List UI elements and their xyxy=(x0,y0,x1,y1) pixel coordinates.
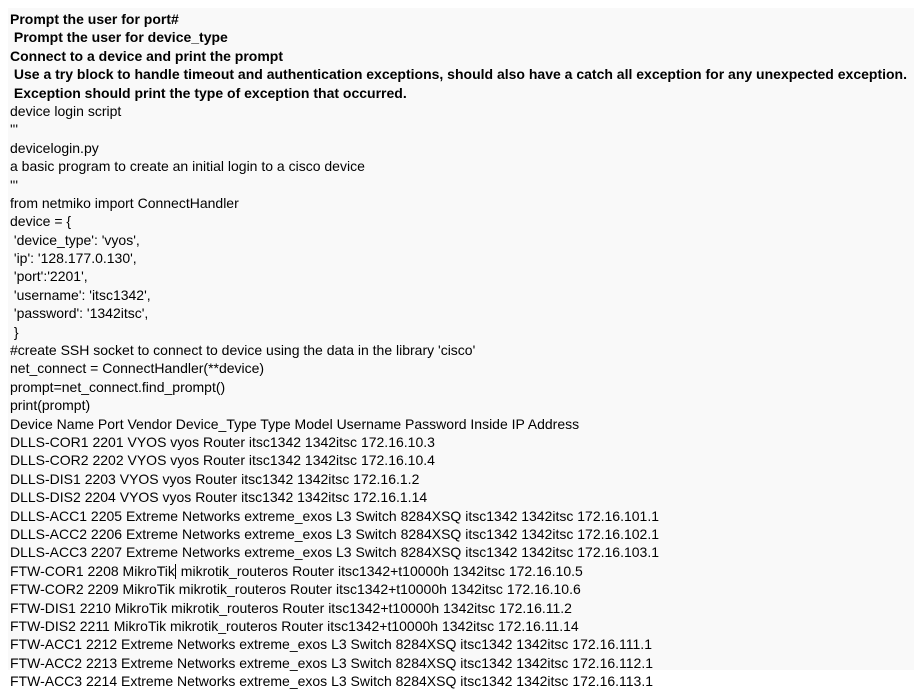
instruction-line: Prompt the user for port# xyxy=(10,11,179,27)
device-table-header: Device Name Port Vendor Device_Type Type Model Username Password Inside IP Address xyxy=(10,415,580,432)
code-line: a basic program to create an initial login to a cisco device xyxy=(10,158,365,175)
code-line: ''' xyxy=(10,121,19,138)
device-table-row: FTW-ACC3 2214 Extreme Networks extreme_exos L3 Switch 8284XSQ itsc1342 1342itsc 172.16.113.1 xyxy=(10,673,654,690)
device-table-row-text-before-cursor: FTW-COR1 2208 MikroTik xyxy=(10,562,175,579)
instruction-line: Prompt the user for device_type xyxy=(10,29,228,46)
device-table-row: DLLS-ACC1 2205 Extreme Networks extreme_exos L3 Switch 8284XSQ itsc1342 1342itsc 172.16.101.1 xyxy=(10,507,660,524)
device-table-row: DLLS-ACC2 2206 Extreme Networks extreme_exos L3 Switch 8284XSQ itsc1342 1342itsc 172.16.102.1 xyxy=(10,525,660,542)
code-line: 'password': '1342itsc', xyxy=(10,305,149,322)
device-table-row: DLLS-DIS1 2203 VYOS vyos Router itsc1342 1342itsc 172.16.1.2 xyxy=(10,470,420,487)
device-table-row: FTW-ACC2 2213 Extreme Networks extreme_exos L3 Switch 8284XSQ itsc1342 1342itsc 172.16.112.1 xyxy=(10,654,654,671)
code-line: 'username': 'itsc1342', xyxy=(10,286,151,303)
code-line: prompt=net_connect.find_prompt() xyxy=(10,378,226,395)
device-table-row: DLLS-DIS2 2204 VYOS vyos Router itsc1342 1342itsc 172.16.1.14 xyxy=(10,489,428,506)
code-line: device login script xyxy=(10,102,122,119)
device-table-row: DLLS-ACC3 2207 Extreme Networks extreme_exos L3 Switch 8284XSQ itsc1342 1342itsc 172.16.103.1 xyxy=(10,544,660,561)
code-comment-line: #create SSH socket to connect to device using the data in the library 'cisco' xyxy=(10,342,476,359)
code-line: print(prompt) xyxy=(10,397,91,414)
device-table-row: FTW-DIS1 2210 MikroTik mikrotik_routeros Router itsc1342+t10000h 1342itsc 172.16.11.2 xyxy=(10,599,572,616)
code-line: ''' xyxy=(10,176,19,193)
instruction-line: Exception should print the type of exception that occurred. xyxy=(10,84,407,101)
instruction-line: Connect to a device and print the prompt xyxy=(10,47,284,64)
code-line: 'ip': '128.177.0.130', xyxy=(10,250,137,267)
code-line: 'device_type': 'vyos', xyxy=(10,231,140,248)
code-line: from netmiko import ConnectHandler xyxy=(10,194,239,211)
document-body[interactable] xyxy=(8,8,914,690)
text-cursor xyxy=(175,564,176,579)
code-line: net_connect = ConnectHandler(**device) xyxy=(10,360,265,377)
instruction-line: Use a try block to handle timeout and authentication exceptions, should also have a catch all exception for any unexpected exception. xyxy=(10,66,907,83)
device-table-row: DLLS-COR1 2201 VYOS vyos Router itsc1342 1342itsc 172.16.10.3 xyxy=(10,433,435,450)
device-table-row: FTW-ACC1 2212 Extreme Networks extreme_exos L3 Switch 8284XSQ itsc1342 1342itsc 172.16.111.1 xyxy=(10,636,652,653)
device-table-row-text-after-cursor: mikrotik_routeros Router itsc1342+t10000h 1342itsc 172.16.10.5 xyxy=(176,562,583,579)
code-line: device = { xyxy=(10,213,72,230)
device-table-row: FTW-COR2 2209 MikroTik mikrotik_routeros Router itsc1342+t10000h 1342itsc 172.16.10.6 xyxy=(10,581,581,598)
code-line: } xyxy=(10,323,19,340)
device-table-row: FTW-DIS2 2211 MikroTik mikrotik_routeros Router itsc1342+t10000h 1342itsc 172.16.11.14 xyxy=(10,617,579,634)
device-table-row xyxy=(10,562,914,580)
code-line: devicelogin.py xyxy=(10,139,99,156)
device-table-row: DLLS-COR2 2202 VYOS vyos Router itsc1342 1342itsc 172.16.10.4 xyxy=(10,452,435,469)
code-line: 'port':'2201', xyxy=(10,268,88,285)
